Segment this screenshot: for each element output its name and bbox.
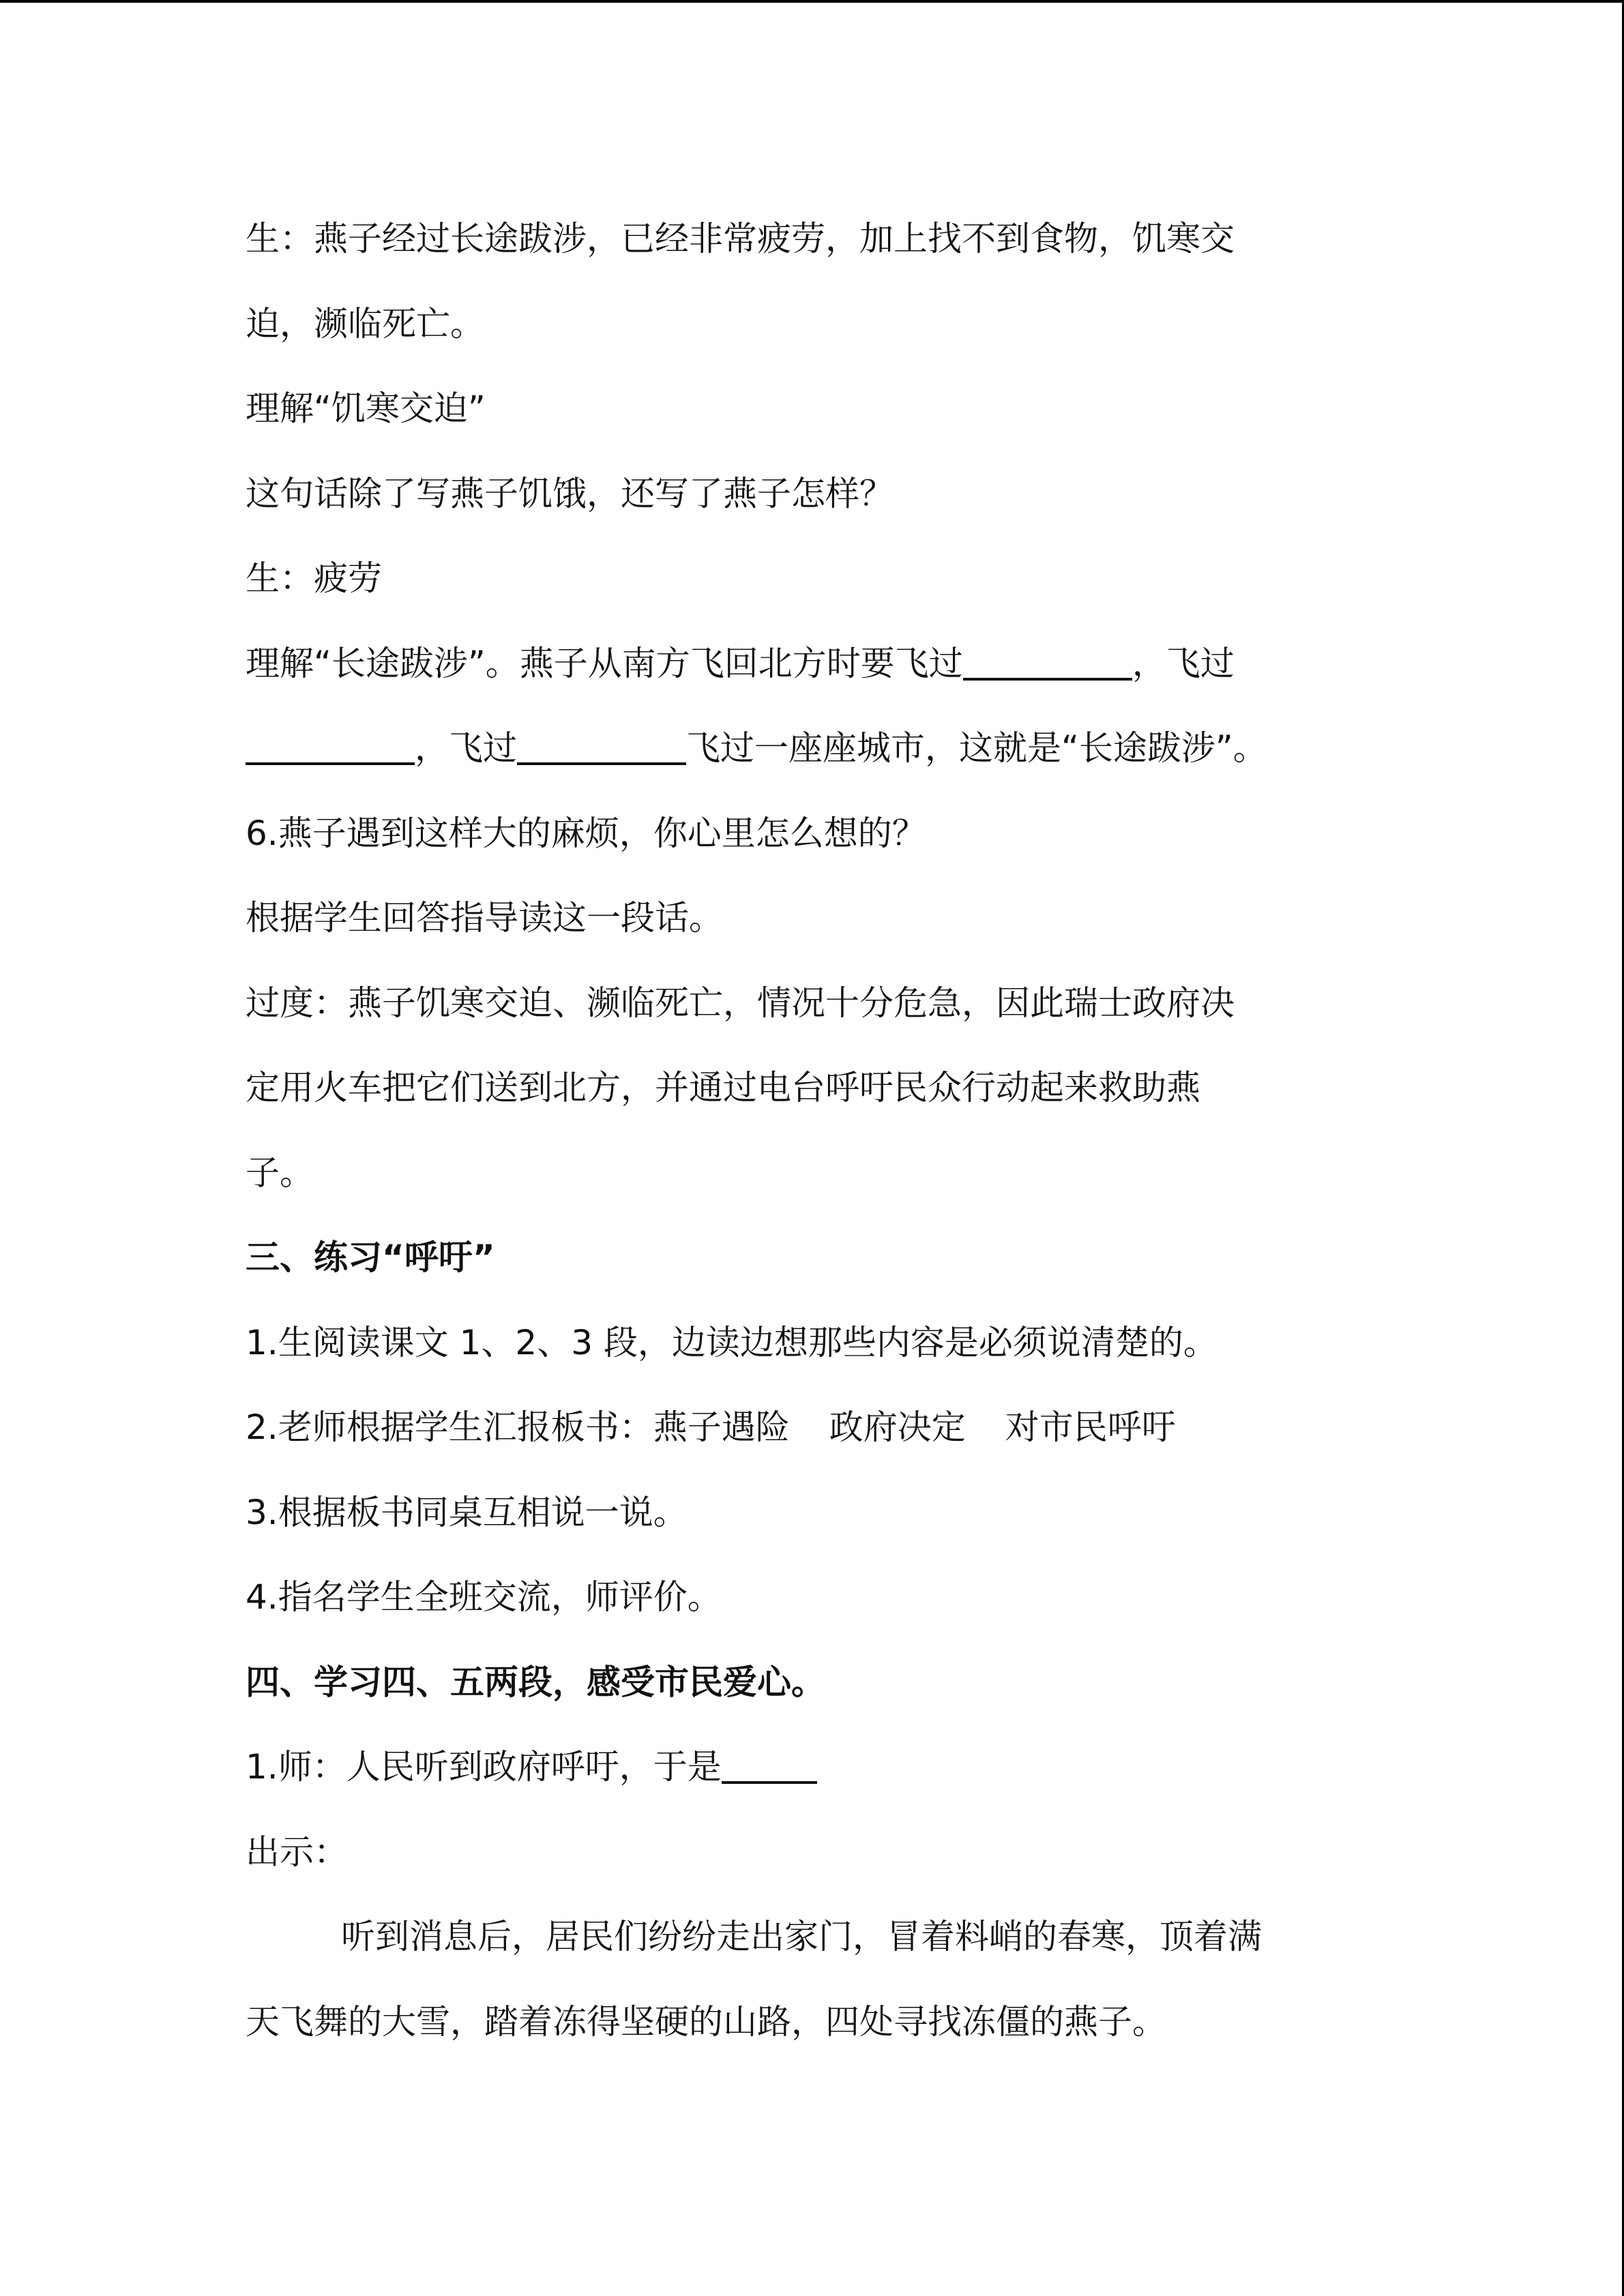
fill-in-blank [246, 717, 415, 765]
list-item: 1.生阅读课文 1、2、3 段，边读边想那些内容是必须说清楚的。 [246, 1322, 1217, 1362]
fill-blank-line [246, 717, 1378, 803]
page-top-border [0, 0, 1624, 3]
paragraph-line: 定用火车把它们送到北方，并通过电台呼吁民众行动起来救助燕 [246, 1068, 1200, 1107]
list-item: 4.指名学生全班交流，师评价。 [246, 1577, 722, 1617]
quoted-paragraph-line: 天飞舞的大雪，踏着冻得坚硬的山路，四处寻找冻僵的燕子。 [246, 2001, 1166, 2042]
paragraph-line: 出示： [246, 1832, 348, 1872]
board-item: 对市民呼吁 [1005, 1407, 1176, 1447]
fill-blank-line [246, 633, 1378, 718]
list-item [246, 1736, 1378, 1821]
line-text: 理解“长途跋涉”。燕子从南方飞回北方时要飞过 [246, 643, 963, 683]
fill-in-blank [517, 717, 686, 765]
fill-in-blank [722, 1736, 817, 1784]
line-text: ，飞过 [415, 728, 517, 768]
list-item: 3.根据板书同桌互相说一说。 [246, 1492, 688, 1532]
board-item: 政府决定 [829, 1407, 966, 1447]
line-text: ，飞过 [1132, 643, 1235, 683]
section-heading: 三、练习“呼吁” [246, 1238, 495, 1277]
paragraph-line: 生：疲劳 [246, 558, 382, 598]
line-text: 飞过一座座城市，这就是“长途跋涉”。 [686, 728, 1267, 768]
paragraph-line: 理解“饥寒交迫” [246, 389, 486, 428]
paragraph-line: 迫，濒临死亡。 [246, 303, 484, 344]
paragraph-line: 根据学生回答指导读这一段话。 [246, 898, 723, 938]
fill-in-blank [963, 633, 1132, 681]
paragraph-line: 生：燕子经过长途跋涉，已经非常疲劳，加上找不到食物，饥寒交 [246, 219, 1235, 258]
paragraph-line: 过度：燕子饥寒交迫、濒临死亡，情况十分危急，因此瑞士政府决 [246, 983, 1235, 1023]
question-line: 6.燕子遇到这样大的麻烦，你心里怎么想的？ [246, 813, 926, 853]
line-text: 1.师：人民听到政府呼吁，于是 [246, 1747, 722, 1787]
paragraph-line: 这句话除了写燕子饥饿，还写了燕子怎样？ [246, 473, 894, 513]
document-body [246, 208, 1378, 2076]
paragraph-line: 子。 [246, 1152, 314, 1193]
line-text: 2.老师根据学生汇报板书：燕子遇险 [246, 1407, 790, 1447]
list-item [246, 1397, 1378, 1482]
quoted-paragraph-line: 听到消息后，居民们纷纷走出家门，冒着料峭的春寒，顶着满 [341, 1917, 1262, 1956]
section-heading: 四、学习四、五两段，感受市民爱心。 [246, 1662, 825, 1702]
